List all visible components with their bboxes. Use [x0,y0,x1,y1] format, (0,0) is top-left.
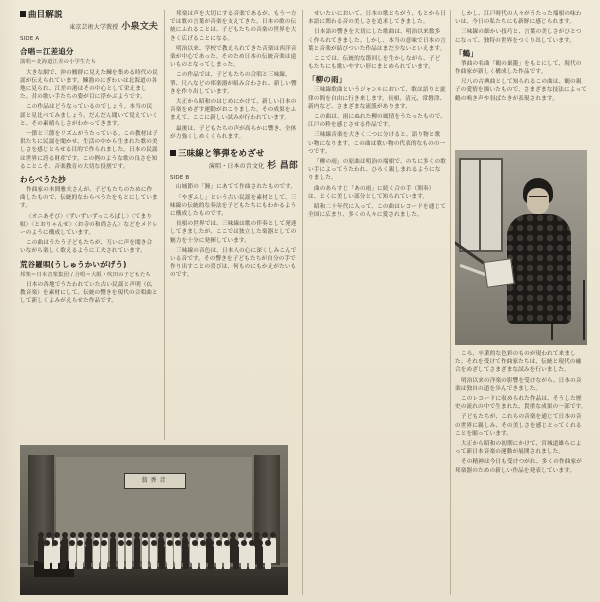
column-divider [302,10,303,595]
paragraph: 日本の各地でうたわれていた古い民謡と声明（仏教音楽）を素材にして、伝統の響きを現代の合唱曲として新しくよみがえらせた作品です。 [20,281,158,305]
column-divider [450,10,451,595]
choir-child-head [166,532,172,538]
paragraph: 大きな網で、沖の鰯群に見えた鰊を集める時代の民謡が伝えられています。鰊漁のにぎわいは北海道の各地に見られ、江差の港はその中心として栄えました。昔の歌い手たちの姿が目に浮かぶようです。 [20,69,158,101]
choir-child [85,545,91,569]
choir-child-head [44,540,50,546]
paragraph: 「柳の雨」の原曲は明治の端唄で、のちに多くの歌い手によってうたわれ、ひろく親しまれるようになりました。 [308,159,446,182]
choir-child-head [151,540,157,546]
paragraph: 箏曲の名曲「鶴の巣籠」をもとにして、現代の作曲家が新しく構成した作品です。 [455,60,582,76]
square-bullet-icon [170,150,176,156]
song-credit: 演唱＝北海道江差の小学生たち [20,59,97,66]
paragraph: この曲は、雨にぬれた柳の風情をうたったもので、江戸の粋を感じさせる作品です。 [308,114,446,129]
choir-child-head [246,532,252,538]
song-title: 合唱＝江差追分 [20,47,74,57]
choir-child [208,545,214,569]
choir-child-head [62,532,68,538]
choir-child [183,545,189,569]
paragraph: 三味線の細かい技巧と、言葉の美しさがひとつになって、独特の世界をつくり出しています。 [455,29,582,44]
choir-child [265,545,271,569]
choir-child-head [38,532,44,538]
paragraph: 三味線音楽を大きく二つに分けると、語り物と歌い物になります。この曲は歌い物の代表的なものの一つです。 [308,132,446,155]
choir-child-head [222,532,228,538]
choir-child-head [208,540,214,546]
choir-child [101,545,107,569]
author-line: 演唱・日本の音文化 杉 昌郎 [208,161,298,172]
choir-child-head [118,532,124,538]
choir-child-head [262,532,268,538]
choir-child-head [214,532,220,538]
paragraph: 曲のあらすじ「あの雨」に続く合の手（間奏）は、とくに美しい部分として知られています。 [308,185,435,200]
column-divider [164,10,165,440]
shamisen-player-photo [455,150,587,345]
song-title: 「柳の雨」 [308,75,347,85]
song-credit: 邦楽＝日本音楽集団 / 合唱＝大阪・吹田の子どもたち [20,271,151,278]
paragraph: 一節と三節をリズムがうたっている。この教材は子供たちに民謡を聞かせ、生活の中から生まれた歌の美しさを感じとらせる目的で作られました。日本の民謡は世界に誇る財産です。この例のような歌の良さを知ることこそ、音楽教育の大切な役割です。 [20,131,158,170]
choir-child [110,545,116,569]
column-4-top [455,10,587,146]
column-3 [308,10,446,595]
choir-child [126,545,132,569]
choir-child [216,545,222,569]
song-title: 「鶴」 [455,48,478,58]
choir-child [249,545,255,569]
choir-child-head [134,532,140,538]
column-4-bottom [455,350,587,595]
paragraph: このレコードに収められた作品は、そうした歴史の流れの中で生まれた、貴重な成果の一部です。 [455,396,587,411]
paragraph: この作品はどうなっているのでしょう。本当の民謡と見比べてみましょう。だんだん聞いて覚えていくと、その素晴らしさがわかってきます。 [20,104,158,127]
choir-child-head [70,532,76,538]
paragraph: 邦楽は声を大切にする音楽であるが、もう一方では歌の言葉が音楽を支えてきた。日本の歌の伝統にふれることは、子どもたちの音楽の世界を大きく広げることになる。 [170,11,297,42]
square-bullet-icon [20,11,26,17]
choir-child-head [270,532,276,538]
choir-child-head [110,540,116,546]
choir-child-head [118,540,124,546]
paragraph: この作品では、子どもたちの合唱と三味線、箏、尺八などの邦楽器が組み合わされ、新しい響きを作り出しています。 [170,72,297,95]
choir-child [44,545,50,569]
choir-child-head [46,532,52,538]
choir-child-head [192,540,198,546]
paragraph: 三味線歌曲というジャンルにおいて、歌は語りと旋律の間を自由に行き来します。長唄、清元、常磐津、新内など、さまざまな流派があります。 [308,87,446,110]
side-label: SIDE A [20,36,40,43]
choir-child [69,545,75,569]
column-1 [20,10,158,440]
choir-child [167,545,173,569]
choir-child [257,545,263,569]
choir-child-head [142,532,148,538]
side-label: SIDE B [170,175,190,182]
glasses [529,196,547,202]
author-line: 東京芸術大学教授 小泉文夫 [69,22,158,32]
choir-child-head [190,532,196,538]
column-2 [170,10,298,440]
choir-child [134,545,140,569]
paragraph: その精神は今日も受けつがれ、多くの作曲家が邦楽器のための新しい作品を発表しています。 [455,459,582,474]
choir-child-head [241,540,247,546]
choir-child [241,545,247,569]
choir-child [175,545,181,569]
choir-child [142,545,148,569]
paragraph: 作曲家の本間雅夫さんが、子どもたちのために作曲したもので、伝統的なわらべうたをもとにしています。 [20,187,158,210]
paragraph: この曲はうたう子どもたちが、互いに声を聞き合いながら楽しく歌えるように工夫されています。 [20,240,153,255]
choir-child-head [85,540,91,546]
choir-child [93,545,99,569]
paragraph: 長唄の世界では、三味線は歌の伴奏として発達してきましたが、ここでは独立した楽器としての魅力を十分に発揮しています。 [170,221,297,244]
paragraph: 尺八の古典曲として知られるこの曲は、鶴の親子の愛情を描いたもので、さまざまな技法によって鶴の鳴き声や羽ばたきが表現されます。 [455,79,587,102]
paragraph: 子どもたちが、これらの音楽を通じて日本の音の世界に親しみ、その美しさを感じとってくれることを願っています。 [455,414,582,437]
choir-child-head [174,532,180,538]
choir-child-head [238,532,244,538]
choir-child [118,545,124,569]
paragraph: 「やぎふし」という古い民謡を素材として、三味線の伝統的な奏法を子どもたちにもわかるように構成したものです。 [170,194,297,218]
choir-child-head [150,532,156,538]
choir-child-head [102,532,108,538]
paragraph: 大正から昭和の初期にかけて、宮城道雄らによって新日本音楽の運動が展開されました。 [455,441,582,456]
choir-child-head [200,540,206,546]
paragraph: 大正から昭和のはじめにかけて、新しい日本の音楽をめざす運動がおこりました。その成果をふまえて、ここに新しい試みが行われています。 [170,99,297,122]
shamisen-body [483,258,514,288]
choir-child [233,545,239,569]
choir-child [60,545,66,569]
choir-child [52,545,58,569]
choir-child-head [77,540,83,546]
song-title: わらべうた抄 [20,175,66,185]
section-heading: 三味線と箏弾をめざせ [170,149,298,160]
paragraph: 〈オニあそび〉〈ずいずいずっころばし〉〈てまり唄〉〈とおりゃんせ〉〈お寺の和尚さん〉などをメドレーのように構成しています。 [20,213,158,237]
choir-child-head [167,540,173,546]
choir-child-head [94,532,100,538]
choir-child-head [54,532,60,538]
paragraph: 三味線の音色は、日本人の心に深くしみこんでいる音です。その響きを子どもたちが自分の手で作り出すことの喜びは、何ものにもかえがたいものです。 [170,247,297,279]
stage-banner: 翁香音 [124,473,186,489]
choir-child-head [233,540,239,546]
choir-child [192,545,198,569]
paragraph: 日本語の響きを大切にした歌曲は、明治以来数多く作られてきました。しかし、本当の意味で日本の言葉と音楽が結びついた作品はまだ少ないといえます。 [308,29,446,52]
choir-child-head [158,532,164,538]
paragraph: せいたいにおいて、日本の歌とちがう、もとから日本語に関わる音の美しさを追求してきました。 [308,11,446,26]
paragraph: しかし、江戸時代の人々がうたった端唄の味わいは、今日の私たちにも新鮮に感じられます。 [455,11,582,26]
paragraph: 明治以来、学校で教えられてきた音楽は西洋音楽が中心であった。そのため日本の伝統音楽は遠いものとなってしまった。 [170,45,297,69]
choir-child-head [110,532,116,538]
choir-child [77,545,83,569]
choir-child-head [182,532,188,538]
choir-child-head [249,540,255,546]
choir-child-head [126,532,132,538]
paragraph: 明治以来の洋楽の影響を受けながら、日本の音楽は独自の道を歩んできました。 [455,377,582,392]
choir-child-head [206,532,212,538]
choir-child-head [198,532,204,538]
choir-photo [20,445,288,595]
choir-child-head [159,540,165,546]
choir-child [159,545,165,569]
choir-child [200,545,206,569]
paragraph: 昭和二十年代に入って、この曲はレコードを通じて全国に広まり、多くの人々に愛されました。 [308,204,446,219]
paragraph: 山城節の「鐘」にあてて作曲されたものです。 [176,184,297,191]
choir-child-head [69,540,75,546]
kimono-figure [507,214,571,324]
page-title: 曲目解説 [20,10,158,21]
paragraph: ころ、卒業的な色彩のものが現われて来ました。それを受けて作曲家たちは、伝統と現代の融合をめざしてさまざまな試みを行いました。 [455,351,582,374]
choir-child-head [78,532,84,538]
choir-child [224,545,230,569]
choir-child-head [254,532,260,538]
choir-child-head [126,540,132,546]
choir-child-head [86,532,92,538]
choir-child-head [230,532,236,538]
paragraph: 最後は、子どもたちの声が高らかに響き、全体が力強くしめくくられます。 [170,125,297,140]
choir-child [151,545,157,569]
paragraph: ここでは、伝統的な節回しを生かしながら、子どもたちにも歌いやすい形にまとめられています。 [308,56,441,71]
song-title: 荒谷羅唄(うしゅうかいがげう) [20,259,127,269]
window [459,158,503,252]
